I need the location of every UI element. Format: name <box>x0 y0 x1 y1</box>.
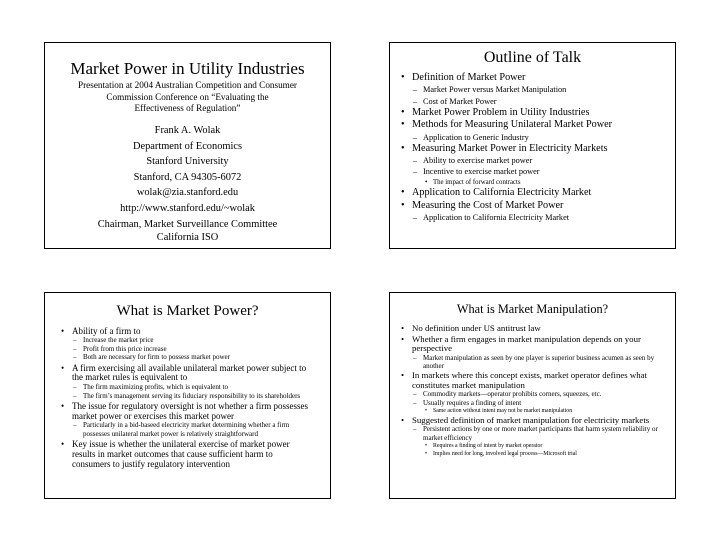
bullet-item: • In markets where this concept exists, market operator defines what constitutes market manipulation <box>401 371 661 390</box>
outline-list <box>401 72 667 223</box>
subtitle-line: Commission Conference on “Evaluating the <box>106 91 269 102</box>
slide-market-power-heading: What is Market Power? <box>116 303 259 319</box>
sub-bullet-item: – Profit from this price increase <box>61 345 312 354</box>
bullet-item: • Ability of a firm to <box>61 327 312 337</box>
slide-market-power <box>44 292 331 499</box>
sub-bullet-item: – Particularly in a bid-baseed electricity market determining whether a firm possesses unilateral market power is relatively straightforward <box>61 421 312 438</box>
sub-bullet-item: – Incentive to exercise market power <box>401 166 667 177</box>
sub-bullet-item: – Usually requires a finding of intent <box>401 399 661 407</box>
slide-outline-heading: Outline of Talk <box>483 49 582 66</box>
bullet-item: • A firm exercising all available unilateral market power subject to the market rules is equivalent to <box>61 364 312 384</box>
subtitle-line: Effectiveness of Regulation” <box>134 103 241 113</box>
sub-bullet-item: – Application to California Electricity Market <box>401 212 667 223</box>
slide-title <box>44 42 331 249</box>
bullet-item: • Application to California Electricity Market <box>401 187 667 199</box>
author-address: Stanford, CA 94305-6072 <box>133 171 242 183</box>
slide-outline <box>389 42 676 249</box>
author-university: Stanford University <box>146 156 229 168</box>
author-department: Department of Economics <box>132 140 243 152</box>
market-manipulation-list <box>401 323 661 458</box>
slide-title-heading: Market Power in Utility Industries <box>70 59 305 78</box>
sub-bullet-item: – The firm’s management serving its fiduciary responsibility to its shareholders <box>61 392 312 401</box>
sub-bullet-item: – Increase the market price <box>61 336 312 345</box>
bullet-item: • Whether a firm engages in market manipulation depends on your perspective <box>401 335 661 354</box>
sub-bullet-item: – Cost of Market Power <box>401 96 667 107</box>
sub-bullet-item: – Persistent actions by one or more market participants that harm system reliability or market efficiency <box>401 425 661 441</box>
bullet-item: • Suggested definition of market manipulation for electricity markets <box>401 416 661 426</box>
sub-bullet-item: – Both are necessary for firm to possess market power <box>61 353 312 362</box>
sub-sub-bullet-item: • Requires a finding of intent by market operator <box>401 442 661 450</box>
bullet-item: • Measuring Market Power in Electricity Markets <box>401 143 667 155</box>
bullet-item: • Market Power Problem in Utility Industries <box>401 107 667 119</box>
sub-bullet-item: – Market Power versus Market Manipulation <box>401 84 667 95</box>
sub-sub-bullet-item: • Implies need for long, involved legal process—Microsoft trial <box>401 450 661 458</box>
sub-bullet-item: – Commodity markets—operator prohibits corners, squeezes, etc. <box>401 390 661 398</box>
bullet-item: • The issue for regulatory oversight is not whether a firm possesses market power or exercises this market power <box>61 402 312 422</box>
author-url: http://www.stanford.edu/~wolak <box>120 202 255 214</box>
author-name: Frank A. Wolak <box>154 125 221 136</box>
sub-bullet-item: – The firm maximizing profits, which is equivalent to <box>61 383 312 392</box>
bullet-item: • Definition of Market Power <box>401 72 667 84</box>
author-block <box>45 123 330 243</box>
sub-sub-bullet-item: • The impact of forward contracts <box>401 178 667 188</box>
author-organization: California ISO <box>156 232 219 244</box>
slide-market-manipulation <box>389 292 676 499</box>
market-power-list <box>61 325 312 470</box>
sub-sub-bullet-item: • Same action without intent may not be market manipulation <box>401 407 661 415</box>
subtitle-line: Presentation at 2004 Australian Competition and Consumer <box>78 80 297 90</box>
sub-bullet-item: – Ability to exercise market power <box>401 155 667 166</box>
slide-subtitle <box>55 80 320 115</box>
bullet-item: • Methods for Measuring Unilateral Market Power <box>401 119 667 131</box>
sub-bullet-item: – Application to Generic Industry <box>401 132 667 143</box>
author-role: Chairman, Market Surveillance Committee <box>97 218 278 230</box>
sub-bullet-item: – Market manipulation as seen by one player is superior business acumen as seen by another <box>401 354 661 370</box>
bullet-item: • No definition under US antitrust law <box>401 324 661 334</box>
author-email: wolak@zia.stanford.edu <box>136 187 239 199</box>
slide-market-manipulation-heading: What is Market Manipulation? <box>456 302 609 316</box>
bullet-item: • Measuring the Cost of Market Power <box>401 200 667 212</box>
bullet-item: • Key issue is whether the unilateral exercise of market power results in market outcomes that cause sufficient harm to consumers to justify regulatory intervention <box>61 440 312 469</box>
